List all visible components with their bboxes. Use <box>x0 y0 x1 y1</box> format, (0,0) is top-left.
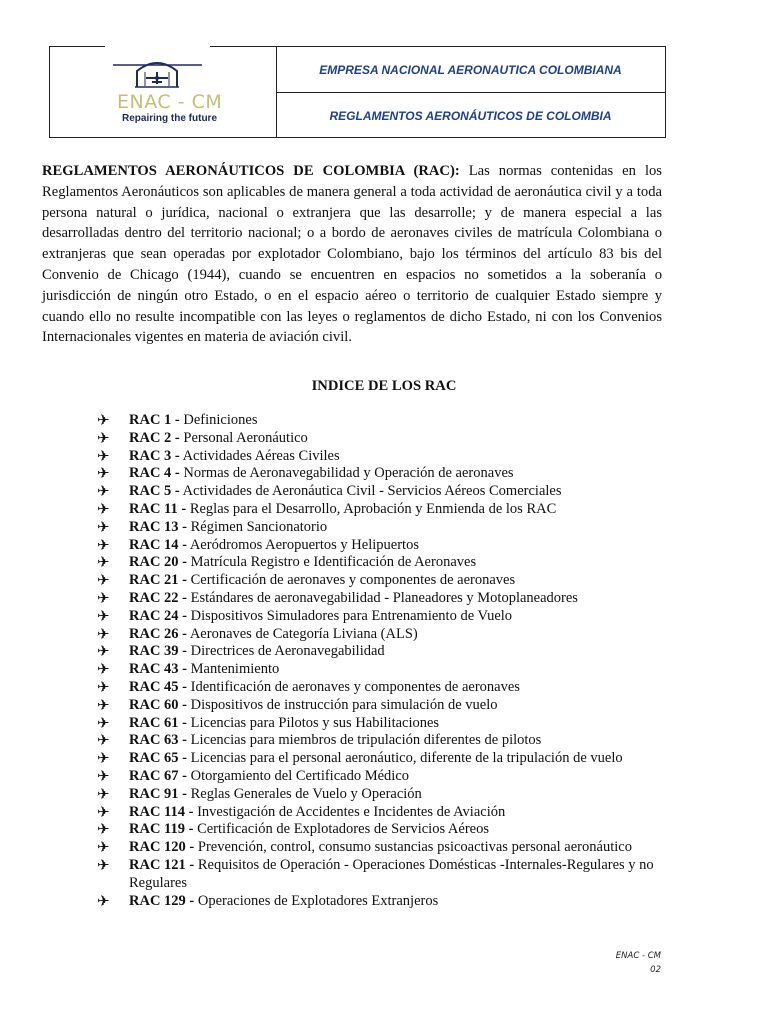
company-name: EMPRESA NACIONAL AERONAUTICA COLOMBIANA <box>276 47 665 93</box>
rac-item <box>97 572 697 590</box>
rac-code: RAC 3 - <box>129 447 180 464</box>
rac-item <box>97 821 697 839</box>
rac-code: RAC 121 - <box>129 856 195 873</box>
rac-item <box>97 893 697 911</box>
rac-description: Licencias para el personal aeronáutico, diferente de la tripulación de vuelo <box>190 750 623 767</box>
rac-code: RAC 11 - <box>129 500 187 517</box>
airplane-icon: ✈ <box>97 428 110 447</box>
rac-description: Estándares de aeronavegabilidad - Planeadores y Motoplaneadores <box>190 589 578 606</box>
rac-description: Actividades Aéreas Civiles <box>182 447 340 464</box>
index-title: INDICE DE LOS RAC <box>311 378 457 394</box>
rac-item <box>97 608 697 626</box>
rac-description: Reglas para el Desarrollo, Aprobación y Enmienda de los RAC <box>189 500 557 517</box>
rac-code: RAC 65 - <box>129 750 187 767</box>
rac-description: Operaciones de Explotadores Extranjeros <box>197 892 439 909</box>
rac-description: Dispositivos Simuladores para Entrenamiento de Vuelo <box>190 607 513 624</box>
rac-description: Mantenimiento <box>190 661 280 678</box>
logo-slogan: Repairing the future <box>122 113 218 124</box>
rac-code: RAC 119 - <box>129 821 194 838</box>
airplane-icon: ✈ <box>97 642 110 661</box>
rac-description: Investigación de Accidentes e Incidentes de Aviación <box>197 803 506 820</box>
rac-code: RAC 60 - <box>129 696 187 713</box>
airplane-icon: ✈ <box>97 499 110 518</box>
intro-heading: REGLAMENTOS AERONÁUTICOS DE COLOMBIA (RAC): <box>42 163 460 179</box>
rac-code: RAC 21 - <box>129 572 187 589</box>
footer-company: ENAC - CM <box>615 951 661 961</box>
rac-item <box>97 804 697 822</box>
rac-code: RAC 26 - <box>129 625 187 642</box>
rac-code: RAC 120 - <box>129 839 195 856</box>
rac-item <box>97 661 697 679</box>
rac-description: Actividades de Aeronáutica Civil - Servicios Aéreos Comerciales <box>182 483 562 500</box>
rac-item <box>97 715 697 733</box>
rac-code: RAC 129 - <box>129 892 195 909</box>
rac-item <box>97 412 697 430</box>
rac-item <box>97 430 697 448</box>
rac-description: Prevención, control, consumo sustancias psicoactivas personal aeronáutico <box>197 839 632 856</box>
rac-item <box>97 786 697 804</box>
airplane-icon: ✈ <box>97 482 110 501</box>
rac-description: Aeronaves de Categoría Liviana (ALS) <box>189 625 418 642</box>
rac-index-list <box>97 412 697 910</box>
rac-description: Requisitos de Operación - Operaciones Domésticas -Internales-Regulares y no Regulares <box>129 856 654 891</box>
airplane-icon: ✈ <box>97 838 110 857</box>
airplane-icon: ✈ <box>97 766 110 785</box>
rac-description: Reglas Generales de Vuelo y Operación <box>190 785 422 802</box>
rac-item <box>97 519 697 537</box>
airplane-icon: ✈ <box>97 660 110 679</box>
rac-code: RAC 20 - <box>129 554 187 571</box>
rac-code: RAC 14 - <box>129 536 187 553</box>
airplane-icon: ✈ <box>97 464 110 483</box>
rac-code: RAC 22 - <box>129 589 187 606</box>
rac-description: Certificación de aeronaves y componentes de aeronaves <box>190 572 516 589</box>
rac-code: RAC 45 - <box>129 678 187 695</box>
rac-description: Certificación de Explotadores de Servicios Aéreos <box>197 821 489 838</box>
airplane-icon: ✈ <box>97 731 110 750</box>
rac-item <box>97 554 697 572</box>
airplane-icon: ✈ <box>97 820 110 839</box>
page-footer <box>615 949 661 977</box>
rac-code: RAC 91 - <box>129 785 187 802</box>
airplane-icon: ✈ <box>97 624 110 643</box>
rac-item <box>97 750 697 768</box>
rac-description: Directrices de Aeronavegabilidad <box>190 643 385 660</box>
intro-body: Las normas contenidas en los Reglamentos Aeronáuticos son aplicables de manera general a toda actividad de aeronáutica civil y a toda persona natural o jurídica, nacional o extranjera que las desarrolle; y de manera especial a las desarrolladas dentro del territorio nacional; o a bordo de aeronaves civiles de matrícula Colombiana o extranjeras que sean operadas por explotador Colombiano, bajo los términos del artículo 83 bis del Convenio de Chicago (1944), cuando se encuentren en espacios no sometidos a la soberanía o jurisdicción de ningún otro Estado, o en el espacio aéreo o territorio de cualquier Estado siempre y cuando ello no resulte incompatible con las leyes o reglamentos de dicho Estado, ni con los Convenios Internacionales vigentes en materia de aviación civil. <box>42 163 662 346</box>
airplane-icon: ✈ <box>97 535 110 554</box>
rac-description: Normas de Aeronavegabilidad y Operación de aeronaves <box>183 465 514 482</box>
rac-code: RAC 63 - <box>129 732 187 749</box>
rac-item <box>97 839 697 857</box>
rac-description: Identificación de aeronaves y componentes de aeronaves <box>190 678 520 695</box>
airplane-icon: ✈ <box>97 553 110 572</box>
document-subtitle: REGLAMENTOS AERONÁUTICOS DE COLOMBIA <box>329 108 612 123</box>
airplane-icon: ✈ <box>97 571 110 590</box>
logo-cell <box>50 47 277 137</box>
rac-code: RAC 5 - <box>129 483 180 500</box>
airplane-icon: ✈ <box>97 695 110 714</box>
rac-code: RAC 114 - <box>129 803 194 820</box>
page-number: 02 <box>650 965 661 975</box>
rac-description: Definiciones <box>183 412 258 428</box>
rac-item <box>97 679 697 697</box>
rac-description: Matrícula Registro e Identificación de Aeronaves <box>190 554 477 571</box>
airplane-icon: ✈ <box>97 677 110 696</box>
airplane-icon: ✈ <box>97 891 110 910</box>
airplane-icon: ✈ <box>97 606 110 625</box>
rac-code: RAC 67 - <box>129 767 187 784</box>
rac-code: RAC 4 - <box>129 465 180 482</box>
airplane-icon: ✈ <box>97 713 110 732</box>
rac-item <box>97 626 697 644</box>
rac-item <box>97 643 697 661</box>
rac-code: RAC 43 - <box>129 661 187 678</box>
rac-code: RAC 61 - <box>129 714 187 731</box>
rac-description: Licencias para miembros de tripulación diferentes de pilotos <box>190 732 542 749</box>
document-header <box>49 46 666 138</box>
rac-code: RAC 2 - <box>129 429 180 446</box>
rac-description: Personal Aeronáutico <box>183 429 308 446</box>
rac-description: Dispositivos de instrucción para simulación de vuelo <box>190 696 498 713</box>
rac-item <box>97 697 697 715</box>
rac-item <box>97 537 697 555</box>
airplane-icon: ✈ <box>97 517 110 536</box>
rac-code: RAC 24 - <box>129 607 187 624</box>
airplane-icon: ✈ <box>97 802 110 821</box>
rac-description: Aeródromos Aeropuertos y Helipuertos <box>189 536 419 553</box>
rac-item <box>97 590 697 608</box>
rac-item <box>97 768 697 786</box>
rac-description: Régimen Sancionatorio <box>190 518 328 535</box>
hangar-logo-icon <box>105 53 210 91</box>
airplane-icon: ✈ <box>97 855 110 874</box>
rac-description: Otorgamiento del Certificado Médico <box>190 767 410 784</box>
airplane-icon: ✈ <box>97 749 110 768</box>
rac-item <box>97 448 697 466</box>
rac-code: RAC 13 - <box>129 518 187 535</box>
rac-item <box>97 501 697 519</box>
airplane-icon: ✈ <box>97 784 110 803</box>
airplane-icon: ✈ <box>97 446 110 465</box>
rac-code: RAC 1 - <box>129 412 180 428</box>
rac-item <box>97 465 697 483</box>
rac-item <box>97 732 697 750</box>
airplane-icon: ✈ <box>97 411 110 429</box>
airplane-icon: ✈ <box>97 588 110 607</box>
rac-item <box>97 483 697 501</box>
logo-name: ENAC - CM <box>117 91 223 113</box>
intro-paragraph <box>42 161 662 348</box>
rac-item <box>97 857 697 893</box>
rac-code: RAC 39 - <box>129 643 187 660</box>
rac-description: Licencias para Pilotos y sus Habilitaciones <box>190 714 440 731</box>
